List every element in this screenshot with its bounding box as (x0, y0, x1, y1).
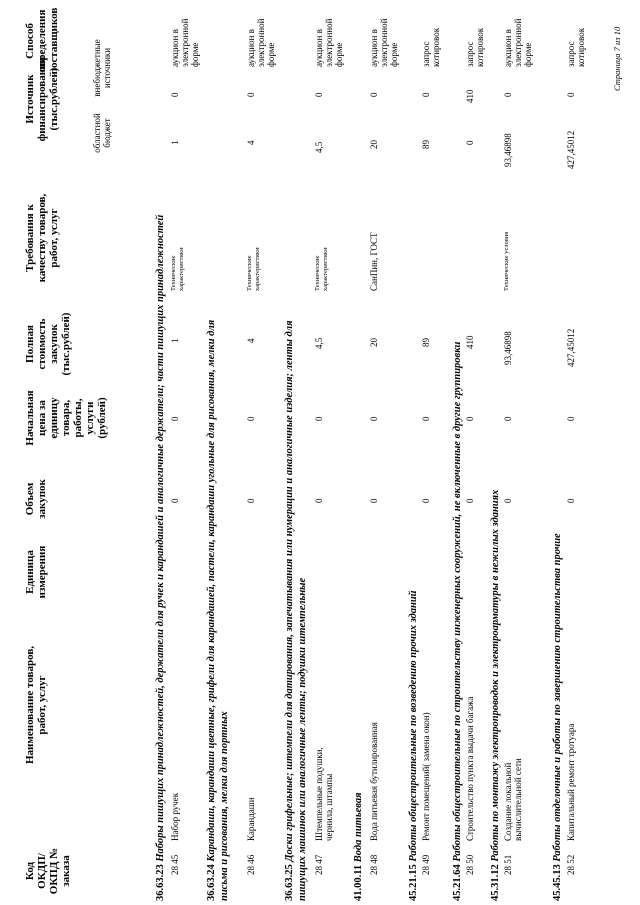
header-volume: Объем закупок (24, 479, 48, 519)
row-regional: 4,5 (314, 141, 324, 153)
group-title: Работы по монтажу электропроводок и электроарматуры в нежилых зданиях (490, 489, 501, 862)
row-name: Создание локальной вычислительной сети (503, 758, 523, 841)
row-total: 93,46898 (503, 331, 513, 365)
group-code: 36.63.24 (206, 864, 217, 901)
row-method: запрос котировок (566, 27, 586, 67)
row-extra: 0 (503, 92, 513, 97)
group-code: 45.21.15 (408, 864, 419, 901)
header-method: Способ определения поставщиков (24, 7, 60, 75)
row-total: 427,45012 (566, 328, 576, 367)
row-extra: 0 (246, 92, 256, 97)
row-code: 28 47 (314, 854, 324, 875)
group-code: 36.63.23 (155, 864, 166, 901)
group-title: Работы общестроительные по возведению прочих зданий (408, 590, 419, 862)
row-regional: 1 (170, 140, 180, 145)
row-code: 28 46 (246, 854, 256, 875)
row-total: 410 (465, 335, 475, 349)
row-total: 20 (369, 338, 379, 347)
group-heading (283, 291, 309, 901)
group-title: Наборы пишущих принадлежностей, держатели для ручек и карандашей и аналогичные держатели; части пишущих принадлежностей (155, 214, 166, 862)
row-name: Вода питьевая бутилированная (369, 722, 379, 841)
row-code: 28 51 (503, 854, 513, 875)
row-name: Ремонт помещений( замена окон) (421, 712, 431, 841)
group-code: 45.45.13 (552, 864, 563, 901)
row-price: 0 (314, 416, 324, 421)
row-method: аукцион в электронной форме (369, 18, 399, 67)
row-method: аукцион в электронной форме (246, 18, 276, 67)
group-title: Карандаши, карандаши цветные, грифели для карандашей, пастели, карандаши угольные для рисования, мелки для письма и рисования, мелки для портных (206, 319, 230, 901)
row-name: Строительство пункта выдачи багажа (465, 696, 475, 841)
row-code: 28 49 (421, 854, 431, 875)
row-volume: 0 (314, 498, 324, 503)
group-heading (408, 591, 419, 902)
row-extra: 0 (314, 92, 324, 97)
row-price: 0 (566, 416, 576, 421)
header-name: Наименование товаров, работ, услуг (24, 645, 48, 765)
row-volume: 0 (465, 498, 475, 503)
group-code: 36.63.25 (284, 864, 295, 901)
row-method: аукцион в электронной форме (314, 18, 344, 67)
row-regional: 4 (246, 140, 256, 145)
row-volume: 0 (421, 498, 431, 503)
row-name: Капитальный ремонт тротуара (566, 723, 576, 841)
row-total: 1 (170, 338, 180, 343)
row-code: 28 45 (170, 854, 180, 875)
row-extra: 0 (566, 92, 576, 97)
row-volume: 0 (369, 498, 379, 503)
row-method: запрос котировок (465, 27, 485, 67)
row-name: Штемпельные подушки, чернила, штампы (314, 747, 334, 841)
row-total: 89 (421, 338, 431, 347)
row-requirements: Технические характеристики (170, 247, 185, 291)
row-extra: 0 (421, 92, 431, 97)
row-price: 0 (170, 416, 180, 421)
group-heading (205, 291, 231, 901)
row-extra: 0 (369, 92, 379, 97)
row-extra: 0 (170, 92, 180, 97)
row-total: 4 (246, 338, 256, 343)
row-requirements: СанПин, ГОСТ (369, 232, 379, 291)
group-heading (452, 342, 463, 901)
row-regional: 427,45012 (566, 130, 576, 169)
row-code: 28 52 (566, 854, 576, 875)
header-code: Код ОКДП/ ОКПД № заказа (24, 847, 72, 895)
group-heading (490, 490, 501, 901)
row-volume: 0 (566, 498, 576, 503)
row-requirements: Технические характеристики (314, 247, 329, 291)
row-requirements: Технические условия (503, 231, 510, 291)
group-title: Вода питьевая (353, 792, 364, 863)
header-source-regional: областной бюджет (92, 113, 112, 153)
header-requirements: Требования к качеству товаров, работ, услуг (24, 193, 60, 283)
row-price: 0 (246, 416, 256, 421)
row-name: Карандаши (246, 797, 256, 841)
header-start-price: Начальная цена за единицу товара, работы, услуги (рублей) (24, 390, 108, 446)
row-regional: 20 (369, 140, 379, 149)
row-volume: 0 (246, 498, 256, 503)
row-regional: 89 (421, 140, 431, 149)
row-price: 0 (465, 416, 475, 421)
header-total: Полная стоимость закупок (тыс.рублей) (24, 312, 72, 376)
row-requirements: Технические характеристики (246, 247, 261, 291)
group-code: 45.31.12 (490, 864, 501, 901)
header-unit: Единица измерения (24, 545, 48, 599)
header-source-extra: внебюджетные источники (92, 39, 112, 97)
page-number: Страница 7 из 10 (612, 26, 622, 91)
group-heading (155, 215, 166, 901)
row-name: Набор ручек (170, 792, 180, 841)
group-title: Работы общестроительные по строительству инженерных сооружений, не включенные в другие группировки (452, 341, 463, 862)
group-code: 41.00.11 (353, 864, 364, 901)
row-code: 28 48 (369, 854, 379, 875)
row-volume: 0 (503, 498, 513, 503)
group-code: 45.21.64 (452, 864, 463, 901)
row-regional: 0 (465, 140, 475, 145)
row-total: 4,5 (314, 337, 324, 349)
row-regional: 93,46898 (503, 133, 513, 167)
group-title: Работы отделочные и работы по завершению строительства прочие (552, 533, 563, 862)
row-price: 0 (503, 416, 513, 421)
group-heading (552, 533, 563, 901)
row-price: 0 (421, 416, 431, 421)
row-price: 0 (369, 416, 379, 421)
group-title: Доски грифельные; штемпели для датирования, запечатывания или нумерации и аналогичные изделия; ленты для пишущих машинок или аналогичные ленты; подушки штемпельные (284, 320, 308, 901)
row-method: аукцион в электронной форме (170, 18, 200, 67)
row-volume: 0 (170, 498, 180, 503)
row-method: запрос котировок (421, 27, 441, 67)
group-heading (353, 792, 364, 901)
header-source: Источник финансирования (тыс.рублей) (24, 56, 60, 142)
row-code: 28 50 (465, 854, 475, 875)
row-extra: 410 (465, 89, 475, 103)
row-method: аукцион в электронной форме (503, 18, 533, 67)
